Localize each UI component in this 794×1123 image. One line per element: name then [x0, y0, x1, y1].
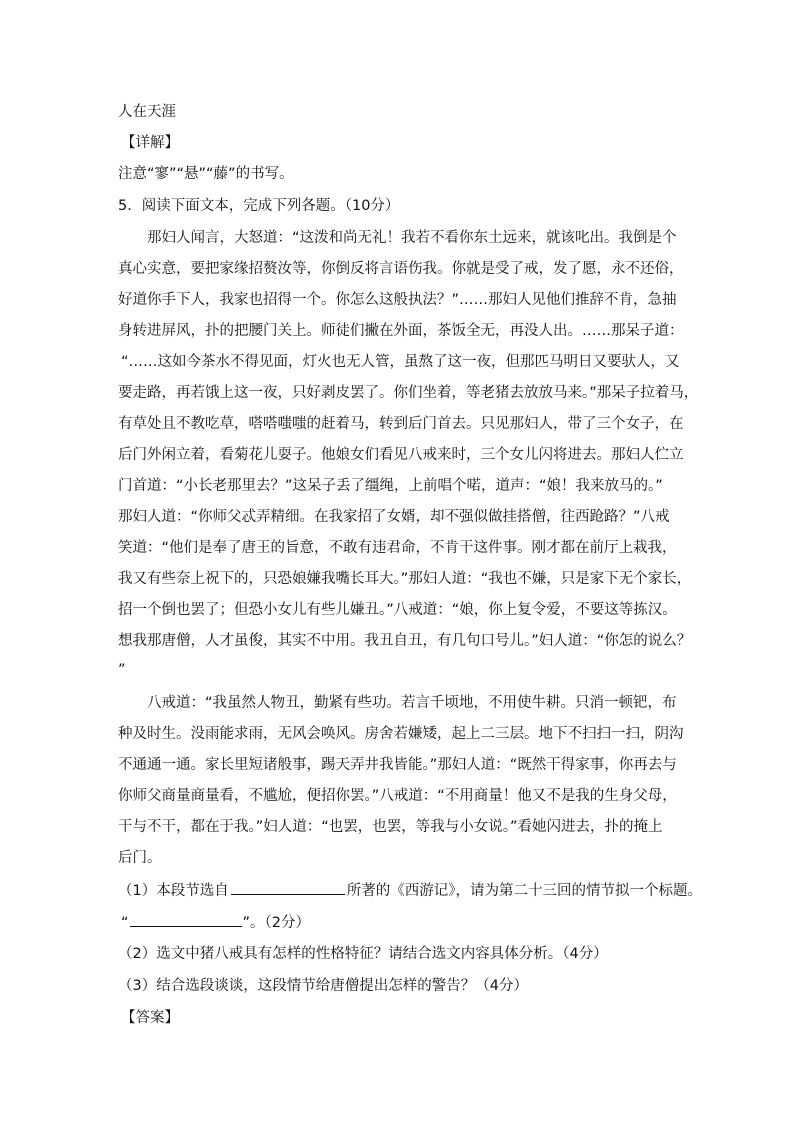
sub-question-2: （2）选文中猪八戒具有怎样的性格特征？请结合选文内容具体分析。（4分）: [118, 946, 608, 962]
q1-prefix: （1）本段节选自: [118, 883, 229, 899]
passage-line: 种及时生。没雨能求雨，无风会唤风。房舍若嫌矮，起上二三层。地下不扫扫一扫，阴沟: [118, 726, 684, 742]
passage-line: “……这如今茶水不得见面，灯火也无人管，虽熬了这一夜，但那匹马明日又要驮人，又: [121, 354, 680, 370]
passage-line: 门首道：“小长老那里去？”这呆子丢了缰绳，上前唱个喏，道声：“娘！我来放马的。”: [118, 478, 663, 494]
q1-close: ”。（2分）: [242, 915, 311, 931]
author-answer-blank[interactable]: [231, 880, 345, 895]
passage-line: 后门。: [118, 850, 162, 866]
passage-line: 笑道：“他们是奉了唐王的旨意，不敢有违君命，不肯干这件事。刚才都在前厅上栽我，: [118, 540, 677, 556]
passage-line: 想我那唐僧，人才虽俊，其实不中用。我丑自丑，有几句口号儿。”妇人道：“你怎的说么？: [118, 633, 692, 649]
sub-question-1-title-line: [121, 912, 310, 933]
passage-line: 你师父商量商量看，不尴尬，便招你罢。”八戒道：“不用商量！他又不是我的生身父母，: [118, 788, 677, 804]
detail-heading: 【详解】: [121, 135, 179, 151]
passage-line: 有草处且不教吃草，嗒嗒嗤嗤的赶着马，转到后门首去。只见那妇人，带了三个女子，在: [118, 416, 684, 432]
passage-line: 身转进屏风，扑的把腰门关上。师徒们撇在外面，茶饭全无，再没人出。……那呆子道：: [118, 323, 684, 339]
passage-line: 要走路，再若饿上这一夜，只好剥皮罢了。你们坐着，等老猪去放放马来。”那呆子拉着马，: [118, 385, 699, 401]
answer-heading: 【答案】: [121, 1010, 179, 1026]
passage-line: 招一个倒也罢了；但恐小女儿有些儿嫌丑。”八戒道：“娘，你上复令爱，不要这等拣汉。: [118, 602, 677, 618]
sub-question-3: （3）结合选段谈谈，这段情节给唐僧提出怎样的警告？（4分）: [118, 978, 528, 994]
detail-text: 注意“寥”“悬”“藤”的书写。: [118, 166, 294, 182]
q1-suffix: 所著的《西游记》，请为第二十三回的情节拟一个标题。: [346, 883, 702, 899]
passage-line: 干与不干，都在于我。”妇人道：“也罢，也罢，等我与小女说。”看她闪进去，扑的掩上: [118, 819, 663, 835]
passage-line: 不通通一通。家长里短诸般事，踢天弄井我皆能。”那妇人道：“既然干得家事，你再去与: [118, 757, 677, 773]
q1-open-quote: “: [121, 915, 129, 931]
passage-line: 好道你手下人，我家也招得一个。你怎么这般执法？”……那妇人见他们推辞不肯，急抽: [118, 292, 677, 308]
title-answer-blank[interactable]: [130, 912, 242, 927]
passage-line: 那妇人闻言，大怒道：“这泼和尚无礼！我若不看你东土远来，就该叱出。我倒是个: [147, 230, 677, 246]
question-header: 5．阅读下面文本，完成下列各题。（10分）: [118, 198, 400, 214]
passage-line: ”: [118, 662, 126, 678]
passage-line: 真心实意，要把家缘招赘汝等，你倒反将言语伤我。你就是受了戒，发了愿，永不还俗，: [118, 261, 684, 277]
passage-line: 八戒道：“我虽然人物丑，勤紧有些功。若言千顷地，不用使牛耕。只消一顿钯，布: [147, 695, 677, 711]
sub-question-1: [118, 880, 702, 901]
passage-line: 后门外闲立着，看菊花儿耍子。他娘女们看见八戒来时，三个女儿闪将进去。那妇人伫立: [118, 447, 684, 463]
passage-line: 我又有些奈上祝下的，只恐娘嫌我嘴长耳大。”那妇人道：“我也不嫌，只是家下无个家长，: [118, 571, 692, 587]
passage-line: 那妇人道：“你师父忒弄精细。在我家招了女婿，却不强似做挂搭僧，往西跄路？”八戒: [118, 509, 670, 525]
intro-line: 人在天涯: [118, 104, 176, 120]
